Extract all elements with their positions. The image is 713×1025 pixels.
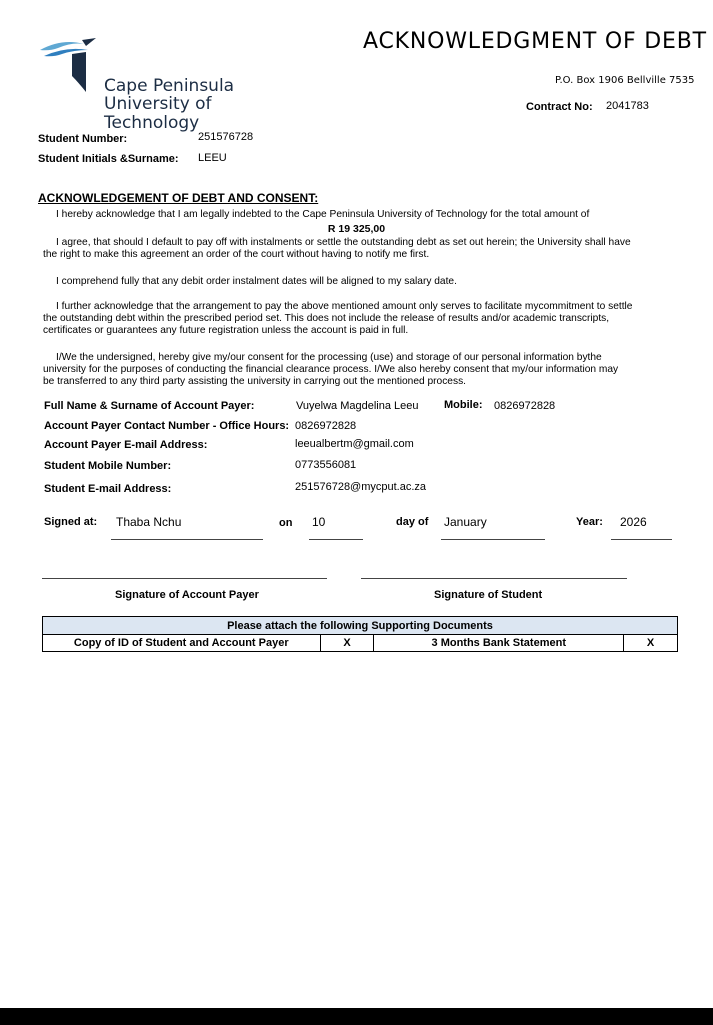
document-title: ACKNOWLEDGMENT OF DEBT <box>363 29 707 54</box>
paragraph-default <box>43 237 673 261</box>
payer-fullname-label: Full Name & Surname of Account Payer: <box>44 400 255 412</box>
payer-contact-value: 0826972828 <box>295 420 357 432</box>
signed-on-label: on <box>279 517 293 529</box>
payer-signature-line <box>42 578 327 579</box>
paragraph-consent-line-2: university for the purposes of conducting the financial clearance process. I/We also hereby consent that my/our information may <box>43 364 619 376</box>
student-signature-label: Signature of Student <box>434 589 543 601</box>
doc-id-copy: Copy of ID of Student and Account Payer <box>43 635 321 652</box>
paragraph-consent-line-1: I/We the undersigned, hereby give my/our consent for the processing (use) and storage of our personal information bythe <box>56 352 602 363</box>
signed-year-value: 2026 <box>620 515 647 529</box>
bottom-black-bar <box>0 1008 713 1025</box>
paragraph-consent <box>43 352 673 389</box>
student-mobile-label: Student Mobile Number: <box>44 460 172 472</box>
signed-on-underline <box>309 539 363 540</box>
student-email-label: Student E-mail Address: <box>44 483 172 495</box>
paragraph-arrangement-line-3: certificates or guarantees any future registration unless the account is paid in full. <box>43 325 409 337</box>
paragraph-default-line-1: I agree, that should I default to pay off with instalments or settle the outstanding debt as set out herein; the University shall have <box>56 237 631 248</box>
payer-fullname-value: Vuyelwa Magdelina Leeu <box>296 400 419 412</box>
postal-address: P.O. Box 1906 Bellville 7535 <box>555 75 695 86</box>
student-number-value: 251576728 <box>198 131 254 143</box>
signed-year-underline <box>611 539 672 540</box>
supporting-documents-header: Please attach the following Supporting Documents <box>43 617 678 635</box>
paragraph-consent-line-3: be transferred to any third party assisting the university in carrying out the mentioned process. <box>43 376 466 388</box>
cput-logo-icon <box>38 36 108 96</box>
paragraph-arrangement-line-1: I further acknowledge that the arrangement to pay the above mentioned amount only serves to facilitate mycommitment to settle <box>56 301 633 312</box>
paragraph-default-line-2: the right to make this agreement an order of the court without having to notify me first. <box>43 249 430 261</box>
paragraph-indebted: I hereby acknowledge that I am legally indebted to the Cape Peninsula University of Technology for the total amount of <box>56 209 590 220</box>
payer-contact-label: Account Payer Contact Number - Office Hours: <box>44 420 290 432</box>
signed-month-value: January <box>444 515 487 529</box>
student-name-value: LEEU <box>198 152 227 164</box>
signed-at-label: Signed at: <box>44 516 98 528</box>
day-of-label: day of <box>396 516 429 528</box>
doc-bank-statement-mark: X <box>624 635 678 652</box>
signed-on-value: 10 <box>312 515 326 529</box>
payer-email-label: Account Payer E-mail Address: <box>44 439 208 451</box>
year-label: Year: <box>576 516 603 528</box>
student-name-label: Student Initials &Surname: <box>38 153 179 165</box>
signed-at-value: Thaba Nchu <box>116 515 182 529</box>
payer-signature-label: Signature of Account Payer <box>115 589 259 601</box>
student-signature-line <box>361 578 627 579</box>
signed-at-underline <box>111 539 263 540</box>
debt-amount: R 19 325,00 <box>327 223 386 235</box>
table-row <box>43 635 678 652</box>
payer-email-value: leeualbertm@gmail.com <box>295 438 414 450</box>
logo-line-1: Cape Peninsula <box>104 76 235 96</box>
student-mobile-value: 0773556081 <box>295 459 357 471</box>
payer-mobile-value: 0826972828 <box>494 400 556 412</box>
cput-logo <box>38 36 298 133</box>
paragraph-salary: I comprehend fully that any debit order instalment dates will be aligned to my salary date. <box>56 276 457 287</box>
doc-bank-statement: 3 Months Bank Statement <box>374 635 624 652</box>
logo-line-2: University of Technology <box>104 94 212 133</box>
contract-number: 2041783 <box>606 100 649 112</box>
payer-mobile-label: Mobile: <box>444 399 483 411</box>
paragraph-arrangement-line-2: the outstanding debt within the prescribed period set. This does not include the release of results and/or academic transcripts, <box>43 313 610 325</box>
paragraph-arrangement <box>43 301 673 338</box>
table-header-row <box>43 617 678 635</box>
student-email-value: 251576728@mycput.ac.za <box>295 481 427 493</box>
contract-label: Contract No: <box>526 101 593 113</box>
supporting-documents-table <box>42 616 678 652</box>
doc-id-copy-mark: X <box>320 635 374 652</box>
section-heading: ACKNOWLEDGEMENT OF DEBT AND CONSENT: <box>38 191 319 205</box>
student-number-label: Student Number: <box>38 133 128 145</box>
signed-month-underline <box>441 539 545 540</box>
